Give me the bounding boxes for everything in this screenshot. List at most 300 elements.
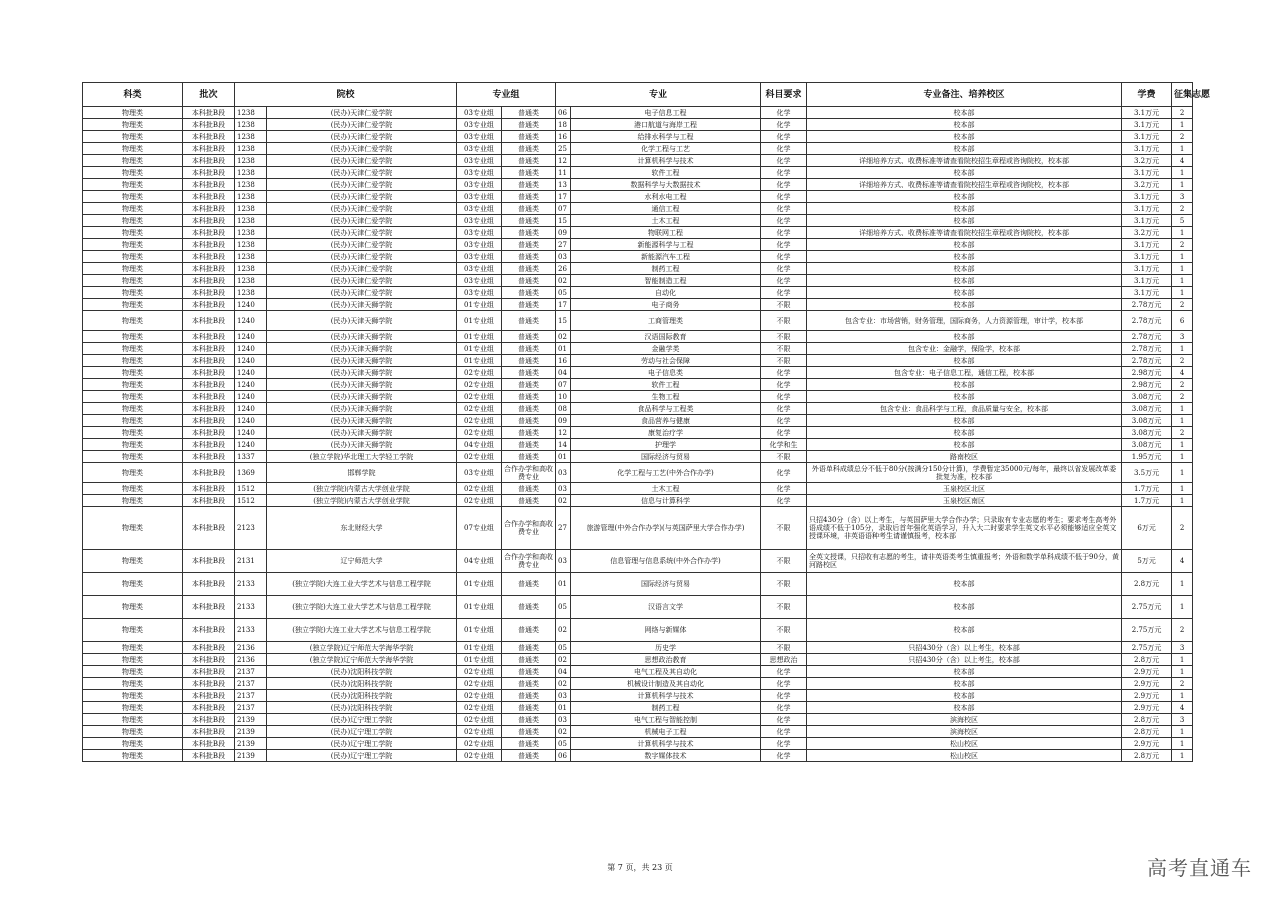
- cell-type: 普通类: [502, 343, 556, 355]
- header-major: 专业: [556, 83, 761, 107]
- cell-count: 1: [1172, 495, 1193, 507]
- cell-category: 物理类: [83, 107, 183, 119]
- cell-batch: 本科批B段: [183, 275, 235, 287]
- cell-count: 2: [1172, 299, 1193, 311]
- table-row: [83, 495, 1193, 507]
- cell-group: 02专业组: [457, 702, 502, 714]
- cell-category: 物理类: [83, 439, 183, 451]
- cell-school-name: (独立学院)辽宁师范大学海华学院: [267, 642, 457, 654]
- cell-group: 02专业组: [457, 495, 502, 507]
- cell-group: 03专业组: [457, 251, 502, 263]
- cell-school-code: 1337: [235, 451, 267, 463]
- cell-category: 物理类: [83, 654, 183, 666]
- table-row: [83, 483, 1193, 495]
- cell-major-code: 02: [556, 654, 571, 666]
- cell-count: 3: [1172, 714, 1193, 726]
- cell-category: 物理类: [83, 215, 183, 227]
- cell-major-name: 信息管理与信息系统(中外合作办学): [571, 550, 761, 573]
- cell-type: 普通类: [502, 143, 556, 155]
- cell-category: 物理类: [83, 275, 183, 287]
- cell-group: 03专业组: [457, 263, 502, 275]
- cell-tuition: 2.78万元: [1122, 355, 1172, 367]
- cell-school-code: 2133: [235, 596, 267, 619]
- table-row: [83, 131, 1193, 143]
- cell-major-name: 护理学: [571, 439, 761, 451]
- cell-group: 02专业组: [457, 483, 502, 495]
- cell-remarks: 校本部: [807, 275, 1122, 287]
- cell-school-code: 2133: [235, 573, 267, 596]
- cell-type: 普通类: [502, 451, 556, 463]
- cell-school-name: (独立学院)内蒙古大学创业学院: [267, 483, 457, 495]
- cell-tuition: 3.1万元: [1122, 203, 1172, 215]
- cell-major-name: 工商管理类: [571, 311, 761, 331]
- cell-type: 普通类: [502, 299, 556, 311]
- cell-major-code: 03: [556, 690, 571, 702]
- cell-subject: 化学: [761, 714, 807, 726]
- cell-remarks: 校本部: [807, 191, 1122, 203]
- cell-tuition: 5万元: [1122, 550, 1172, 573]
- cell-type: 普通类: [502, 690, 556, 702]
- cell-major-name: 计算机科学与技术: [571, 155, 761, 167]
- cell-group: 03专业组: [457, 167, 502, 179]
- cell-tuition: 3.1万元: [1122, 263, 1172, 275]
- cell-subject: 化学: [761, 379, 807, 391]
- cell-count: 3: [1172, 642, 1193, 654]
- cell-group: 02专业组: [457, 379, 502, 391]
- cell-remarks: 校本部: [807, 287, 1122, 299]
- cell-count: 5: [1172, 215, 1193, 227]
- cell-school-name: (民办)天津天狮学院: [267, 331, 457, 343]
- cell-subject: 化学: [761, 227, 807, 239]
- cell-major-name: 自动化: [571, 287, 761, 299]
- cell-remarks: 校本部: [807, 678, 1122, 690]
- cell-group: 01专业组: [457, 642, 502, 654]
- table-row: [83, 343, 1193, 355]
- cell-major-name: 给排水科学与工程: [571, 131, 761, 143]
- cell-group: 01专业组: [457, 596, 502, 619]
- cell-subject: 化学: [761, 666, 807, 678]
- cell-school-code: 1238: [235, 167, 267, 179]
- cell-major-name: 软件工程: [571, 379, 761, 391]
- cell-batch: 本科批B段: [183, 654, 235, 666]
- cell-group: 03专业组: [457, 203, 502, 215]
- cell-batch: 本科批B段: [183, 379, 235, 391]
- cell-school-code: 1238: [235, 179, 267, 191]
- cell-major-name: 电气工程与智能控制: [571, 714, 761, 726]
- cell-school-name: (民办)天津天狮学院: [267, 311, 457, 331]
- cell-subject: 化学: [761, 263, 807, 275]
- cell-count: 2: [1172, 107, 1193, 119]
- cell-group: 02专业组: [457, 678, 502, 690]
- cell-major-code: 26: [556, 263, 571, 275]
- table-row: [83, 507, 1193, 550]
- cell-category: 物理类: [83, 299, 183, 311]
- cell-type: 普通类: [502, 287, 556, 299]
- cell-school-code: 1238: [235, 131, 267, 143]
- cell-count: 3: [1172, 191, 1193, 203]
- cell-batch: 本科批B段: [183, 331, 235, 343]
- cell-major-name: 汉语言文学: [571, 596, 761, 619]
- cell-major-code: 04: [556, 666, 571, 678]
- cell-major-name: 康复治疗学: [571, 427, 761, 439]
- cell-remarks: 包含专业：金融学，保险学，校本部: [807, 343, 1122, 355]
- table-row: [83, 678, 1193, 690]
- cell-major-name: 网络与新媒体: [571, 619, 761, 642]
- cell-batch: 本科批B段: [183, 299, 235, 311]
- cell-school-name: (民办)天津仁爱学院: [267, 155, 457, 167]
- cell-school-name: (民办)天津天狮学院: [267, 427, 457, 439]
- cell-subject: 化学: [761, 483, 807, 495]
- cell-batch: 本科批B段: [183, 391, 235, 403]
- cell-school-name: (民办)辽宁理工学院: [267, 750, 457, 762]
- cell-tuition: 2.9万元: [1122, 678, 1172, 690]
- cell-school-name: (民办)天津天狮学院: [267, 403, 457, 415]
- table-row: [83, 451, 1193, 463]
- cell-batch: 本科批B段: [183, 678, 235, 690]
- cell-category: 物理类: [83, 427, 183, 439]
- cell-tuition: 2.75万元: [1122, 619, 1172, 642]
- table-header-row: [83, 83, 1193, 107]
- cell-group: 02专业组: [457, 451, 502, 463]
- cell-type: 普通类: [502, 275, 556, 287]
- cell-count: 2: [1172, 391, 1193, 403]
- cell-type: 普通类: [502, 179, 556, 191]
- cell-subject: 化学: [761, 275, 807, 287]
- cell-remarks: 校本部: [807, 391, 1122, 403]
- cell-type: 普通类: [502, 483, 556, 495]
- cell-type: 普通类: [502, 215, 556, 227]
- cell-school-code: 2137: [235, 678, 267, 690]
- cell-school-name: (民办)天津仁爱学院: [267, 131, 457, 143]
- cell-subject: 化学: [761, 415, 807, 427]
- cell-major-name: 思想政治教育: [571, 654, 761, 666]
- cell-major-name: 机械设计制造及其自动化: [571, 678, 761, 690]
- cell-school-name: (民办)天津天狮学院: [267, 343, 457, 355]
- cell-batch: 本科批B段: [183, 355, 235, 367]
- cell-school-code: 1240: [235, 299, 267, 311]
- cell-tuition: 2.9万元: [1122, 702, 1172, 714]
- cell-major-code: 05: [556, 738, 571, 750]
- cell-school-name: (民办)天津仁爱学院: [267, 107, 457, 119]
- cell-school-name: (独立学院)内蒙古大学创业学院: [267, 495, 457, 507]
- cell-major-code: 17: [556, 299, 571, 311]
- cell-group: 01专业组: [457, 619, 502, 642]
- cell-school-code: 2139: [235, 738, 267, 750]
- cell-count: 1: [1172, 119, 1193, 131]
- cell-type: 普通类: [502, 596, 556, 619]
- cell-category: 物理类: [83, 573, 183, 596]
- cell-major-code: 14: [556, 439, 571, 451]
- cell-school-name: (民办)天津仁爱学院: [267, 263, 457, 275]
- cell-remarks: 只招430分（含）以上考生，校本部: [807, 642, 1122, 654]
- cell-remarks: 校本部: [807, 439, 1122, 451]
- cell-category: 物理类: [83, 702, 183, 714]
- cell-remarks: 详细培养方式、收费标准等请查看院校招生章程或咨询院校，校本部: [807, 179, 1122, 191]
- cell-remarks: 外语单科成绩总分不低于80分(按满分150分计算)，学费暂定35000元/每年，最终以省发展改革委批复为准，校本部: [807, 463, 1122, 483]
- cell-batch: 本科批B段: [183, 215, 235, 227]
- cell-count: 2: [1172, 619, 1193, 642]
- cell-group: 02专业组: [457, 726, 502, 738]
- cell-school-code: 2136: [235, 654, 267, 666]
- cell-type: 普通类: [502, 355, 556, 367]
- cell-school-name: (民办)天津仁爱学院: [267, 227, 457, 239]
- cell-tuition: 3.1万元: [1122, 239, 1172, 251]
- cell-school-code: 2137: [235, 702, 267, 714]
- cell-subject: 化学: [761, 726, 807, 738]
- cell-major-code: 25: [556, 143, 571, 155]
- cell-tuition: 2.9万元: [1122, 666, 1172, 678]
- cell-major-code: 07: [556, 379, 571, 391]
- cell-major-code: 16: [556, 131, 571, 143]
- table-row: [83, 690, 1193, 702]
- cell-school-code: 1240: [235, 355, 267, 367]
- cell-type: 合作办学和高收费专业: [502, 507, 556, 550]
- cell-category: 物理类: [83, 155, 183, 167]
- cell-type: 普通类: [502, 678, 556, 690]
- cell-school-name: (民办)天津仁爱学院: [267, 215, 457, 227]
- cell-school-name: (民办)沈阳科技学院: [267, 702, 457, 714]
- cell-major-code: 02: [556, 331, 571, 343]
- cell-remarks: 包含专业：市场营销，财务管理，国际商务，人力资源管理，审计学，校本部: [807, 311, 1122, 331]
- cell-group: 01专业组: [457, 331, 502, 343]
- cell-type: 普通类: [502, 391, 556, 403]
- cell-category: 物理类: [83, 678, 183, 690]
- table-row: [83, 714, 1193, 726]
- cell-school-name: (民办)天津仁爱学院: [267, 275, 457, 287]
- cell-major-name: 智能制造工程: [571, 275, 761, 287]
- cell-major-name: 软件工程: [571, 167, 761, 179]
- cell-type: 普通类: [502, 107, 556, 119]
- cell-major-code: 03: [556, 251, 571, 263]
- cell-batch: 本科批B段: [183, 415, 235, 427]
- cell-subject: 化学: [761, 367, 807, 379]
- cell-major-name: 港口航道与海岸工程: [571, 119, 761, 131]
- cell-school-code: 1238: [235, 287, 267, 299]
- cell-remarks: 校本部: [807, 573, 1122, 596]
- cell-major-code: 02: [556, 726, 571, 738]
- cell-count: 2: [1172, 427, 1193, 439]
- cell-remarks: 校本部: [807, 666, 1122, 678]
- cell-major-name: 制药工程: [571, 702, 761, 714]
- cell-count: 3: [1172, 331, 1193, 343]
- cell-batch: 本科批B段: [183, 483, 235, 495]
- cell-tuition: 2.9万元: [1122, 738, 1172, 750]
- cell-major-code: 05: [556, 596, 571, 619]
- cell-major-code: 02: [556, 678, 571, 690]
- table-row: [83, 702, 1193, 714]
- header-school: 院校: [235, 83, 457, 107]
- cell-tuition: 3.2万元: [1122, 227, 1172, 239]
- cell-category: 物理类: [83, 131, 183, 143]
- cell-batch: 本科批B段: [183, 666, 235, 678]
- cell-type: 普通类: [502, 738, 556, 750]
- cell-school-code: 1238: [235, 275, 267, 287]
- cell-subject: 不限: [761, 355, 807, 367]
- cell-subject: 化学: [761, 495, 807, 507]
- cell-batch: 本科批B段: [183, 439, 235, 451]
- cell-school-code: 2137: [235, 666, 267, 678]
- cell-major-name: 汉语国际教育: [571, 331, 761, 343]
- cell-batch: 本科批B段: [183, 167, 235, 179]
- cell-type: 普通类: [502, 654, 556, 666]
- cell-group: 03专业组: [457, 227, 502, 239]
- cell-remarks: 校本部: [807, 415, 1122, 427]
- cell-category: 物理类: [83, 287, 183, 299]
- cell-category: 物理类: [83, 507, 183, 550]
- cell-major-name: 新能源汽车工程: [571, 251, 761, 263]
- cell-remarks: 详细培养方式、收费标准等请查看院校招生章程或咨询院校，校本部: [807, 227, 1122, 239]
- cell-category: 物理类: [83, 666, 183, 678]
- cell-remarks: 校本部: [807, 299, 1122, 311]
- cell-tuition: 2.75万元: [1122, 596, 1172, 619]
- cell-batch: 本科批B段: [183, 642, 235, 654]
- table-row: [83, 215, 1193, 227]
- cell-group: 02专业组: [457, 415, 502, 427]
- cell-major-code: 07: [556, 203, 571, 215]
- cell-major-code: 01: [556, 702, 571, 714]
- cell-major-code: 03: [556, 714, 571, 726]
- cell-batch: 本科批B段: [183, 573, 235, 596]
- cell-major-code: 17: [556, 191, 571, 203]
- table-row: [83, 311, 1193, 331]
- cell-count: 1: [1172, 596, 1193, 619]
- table-row: [83, 287, 1193, 299]
- cell-group: 07专业组: [457, 507, 502, 550]
- cell-subject: 化学: [761, 143, 807, 155]
- cell-school-name: (民办)天津天狮学院: [267, 391, 457, 403]
- cell-school-code: 2136: [235, 642, 267, 654]
- cell-major-code: 01: [556, 451, 571, 463]
- cell-tuition: 3.1万元: [1122, 275, 1172, 287]
- cell-tuition: 3.1万元: [1122, 107, 1172, 119]
- cell-remarks: 校本部: [807, 619, 1122, 642]
- cell-batch: 本科批B段: [183, 619, 235, 642]
- cell-major-name: 历史学: [571, 642, 761, 654]
- cell-tuition: 3.1万元: [1122, 131, 1172, 143]
- cell-subject: 不限: [761, 596, 807, 619]
- cell-category: 物理类: [83, 750, 183, 762]
- cell-batch: 本科批B段: [183, 287, 235, 299]
- table-row: [83, 251, 1193, 263]
- cell-major-code: 15: [556, 215, 571, 227]
- cell-remarks: 校本部: [807, 119, 1122, 131]
- cell-batch: 本科批B段: [183, 507, 235, 550]
- cell-type: 普通类: [502, 131, 556, 143]
- cell-category: 物理类: [83, 227, 183, 239]
- cell-subject: 不限: [761, 550, 807, 573]
- cell-subject: 化学: [761, 215, 807, 227]
- cell-count: 1: [1172, 263, 1193, 275]
- cell-major-code: 27: [556, 507, 571, 550]
- cell-school-code: 1240: [235, 379, 267, 391]
- cell-count: 1: [1172, 666, 1193, 678]
- cell-remarks: 包含专业：食品科学与工程，食品质量与安全，校本部: [807, 403, 1122, 415]
- table-row: [83, 726, 1193, 738]
- cell-category: 物理类: [83, 642, 183, 654]
- cell-major-code: 10: [556, 391, 571, 403]
- cell-remarks: 包含专业：电子信息工程，通信工程，校本部: [807, 367, 1122, 379]
- cell-count: 1: [1172, 690, 1193, 702]
- cell-count: 1: [1172, 275, 1193, 287]
- cell-group: 03专业组: [457, 119, 502, 131]
- cell-count: 1: [1172, 463, 1193, 483]
- header-category: 科类: [83, 83, 183, 107]
- cell-type: 普通类: [502, 311, 556, 331]
- header-tuition: 学费: [1122, 83, 1172, 107]
- cell-school-name: (独立学院)大连工业大学艺术与信息工程学院: [267, 596, 457, 619]
- cell-school-name: (民办)辽宁理工学院: [267, 726, 457, 738]
- cell-batch: 本科批B段: [183, 596, 235, 619]
- cell-remarks: 校本部: [807, 355, 1122, 367]
- cell-tuition: 6万元: [1122, 507, 1172, 550]
- table-row: [83, 331, 1193, 343]
- cell-tuition: 3.08万元: [1122, 415, 1172, 427]
- cell-group: 01专业组: [457, 355, 502, 367]
- cell-major-code: 12: [556, 427, 571, 439]
- cell-school-code: 2139: [235, 726, 267, 738]
- cell-group: 03专业组: [457, 215, 502, 227]
- cell-category: 物理类: [83, 550, 183, 573]
- cell-remarks: 校本部: [807, 427, 1122, 439]
- cell-school-code: 1238: [235, 227, 267, 239]
- cell-category: 物理类: [83, 119, 183, 131]
- cell-tuition: 2.78万元: [1122, 311, 1172, 331]
- cell-category: 物理类: [83, 596, 183, 619]
- table-row: [83, 179, 1193, 191]
- cell-tuition: 2.98万元: [1122, 367, 1172, 379]
- cell-type: 合作办学和高收费专业: [502, 550, 556, 573]
- cell-group: 03专业组: [457, 143, 502, 155]
- cell-count: 1: [1172, 143, 1193, 155]
- cell-school-code: 1369: [235, 463, 267, 483]
- table-row: [83, 666, 1193, 678]
- cell-remarks: 校本部: [807, 331, 1122, 343]
- cell-type: 普通类: [502, 239, 556, 251]
- cell-remarks: 松山校区: [807, 750, 1122, 762]
- cell-group: 02专业组: [457, 750, 502, 762]
- cell-remarks: 校本部: [807, 143, 1122, 155]
- cell-group: 01专业组: [457, 573, 502, 596]
- cell-subject: 化学: [761, 427, 807, 439]
- cell-group: 03专业组: [457, 239, 502, 251]
- cell-subject: 不限: [761, 507, 807, 550]
- table-row: [83, 239, 1193, 251]
- cell-tuition: 2.8万元: [1122, 714, 1172, 726]
- cell-count: 4: [1172, 550, 1193, 573]
- cell-school-code: 1240: [235, 391, 267, 403]
- cell-school-name: 辽宁师范大学: [267, 550, 457, 573]
- table-row: [83, 367, 1193, 379]
- cell-major-name: 制药工程: [571, 263, 761, 275]
- cell-major-code: 13: [556, 179, 571, 191]
- cell-school-name: (民办)天津仁爱学院: [267, 179, 457, 191]
- cell-subject: 不限: [761, 619, 807, 642]
- cell-subject: 化学: [761, 179, 807, 191]
- cell-tuition: 3.5万元: [1122, 463, 1172, 483]
- cell-tuition: 2.8万元: [1122, 726, 1172, 738]
- header-solicitation: 征集志愿: [1172, 83, 1193, 107]
- cell-subject: 化学: [761, 251, 807, 263]
- cell-tuition: 2.78万元: [1122, 299, 1172, 311]
- cell-type: 普通类: [502, 573, 556, 596]
- cell-subject: 化学: [761, 403, 807, 415]
- cell-major-code: 06: [556, 107, 571, 119]
- cell-major-code: 06: [556, 750, 571, 762]
- cell-school-code: 1238: [235, 155, 267, 167]
- cell-batch: 本科批B段: [183, 131, 235, 143]
- cell-subject: 化学: [761, 191, 807, 203]
- cell-batch: 本科批B段: [183, 343, 235, 355]
